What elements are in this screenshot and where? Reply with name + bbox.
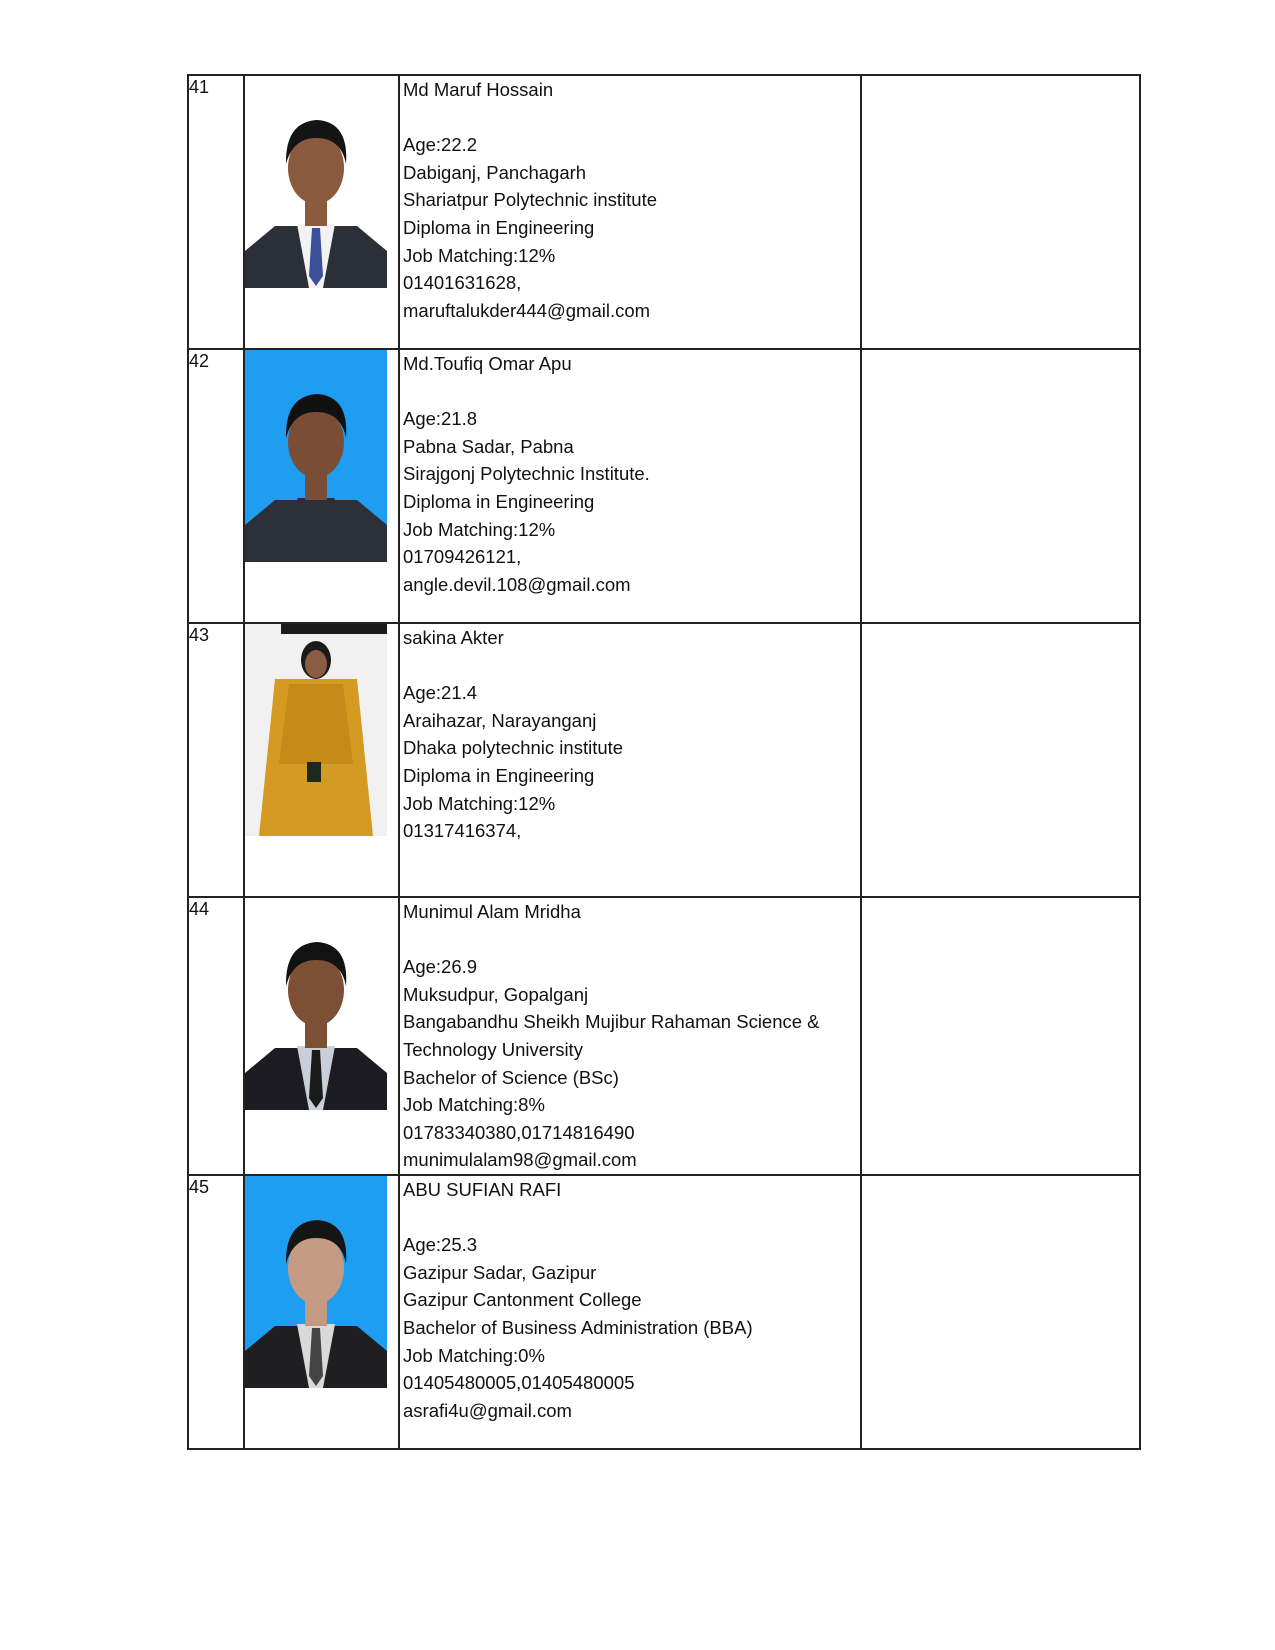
candidate-info [399,1175,861,1449]
info-line: Bangabandhu Sheikh Mujibur Rahaman Science & Technology University [403,1011,820,1060]
info-line: Araihazar, Narayanganj [403,709,597,731]
photo-cell [244,75,399,349]
candidate-photo [245,624,387,836]
candidate-info [399,75,861,349]
info-line [403,1204,860,1232]
info-line: Job Matching:12% [403,792,556,814]
photo-cell [244,1175,399,1449]
candidate-photo [245,898,387,1110]
info-line: 01709426121, [403,546,522,568]
serial-number: 41 [188,75,244,349]
info-line [403,104,860,132]
info-line: Sirajgonj Polytechnic Institute. [403,463,650,485]
info-line: angle.devil.108@gmail.com [403,573,631,595]
info-line: ABU SUFIAN RAFI [403,1178,562,1200]
info-line: maruftalukder444@gmail.com [403,299,651,321]
info-line: Age:21.8 [403,408,478,430]
candidate-photo [245,76,387,288]
info-line: Age:25.3 [403,1234,478,1256]
info-line: Job Matching:0% [403,1344,545,1366]
info-line: 01405480005,01405480005 [403,1372,635,1394]
info-line: 01783340380,01714816490 [403,1121,635,1143]
info-line: Gazipur Sadar, Gazipur [403,1261,597,1283]
info-line: Dhaka polytechnic institute [403,737,624,759]
candidate-table [187,74,1141,1450]
empty-cell [861,75,1140,349]
table-row [188,897,1140,1175]
serial-number: 43 [188,623,244,897]
info-line: Muksudpur, Gopalganj [403,983,589,1005]
candidate-photo [245,1176,387,1388]
info-line: Dabiganj, Panchagarh [403,161,587,183]
info-line [403,926,860,954]
serial-number: 45 [188,1175,244,1449]
info-line: Diploma in Engineering [403,216,595,238]
table-row [188,623,1140,897]
empty-cell [861,623,1140,897]
table-row [188,1175,1140,1449]
info-line [403,652,860,680]
info-line [403,378,860,406]
info-line: Job Matching:8% [403,1094,545,1116]
info-line: Job Matching:12% [403,244,556,266]
table-row [188,75,1140,349]
serial-number: 44 [188,897,244,1175]
info-line: sakina Akter [403,627,504,648]
candidate-photo [245,350,387,562]
candidate-info [399,349,861,623]
info-line: Diploma in Engineering [403,764,595,786]
info-line: Bachelor of Business Administration (BBA) [403,1316,753,1338]
empty-cell [861,897,1140,1175]
empty-cell [861,1175,1140,1449]
info-line: Bachelor of Science (BSc) [403,1066,619,1088]
info-line: Age:22.2 [403,134,478,156]
info-line: Job Matching:12% [403,518,556,540]
info-line: Age:26.9 [403,956,478,978]
candidate-info [399,897,861,1175]
info-line: 01317416374, [403,820,522,842]
info-line: Gazipur Cantonment College [403,1289,642,1311]
info-line: munimulalam98@gmail.com [403,1149,637,1171]
info-line: Md Maruf Hossain [403,79,554,100]
info-line: asrafi4u@gmail.com [403,1399,572,1421]
photo-cell [244,349,399,623]
photo-cell [244,897,399,1175]
empty-cell [861,349,1140,623]
info-line: Munimul Alam Mridha [403,901,581,922]
info-line: 01401631628, [403,272,522,294]
info-line: Diploma in Engineering [403,490,595,512]
table-row [188,349,1140,623]
info-line: Shariatpur Polytechnic institute [403,189,657,211]
info-line: Pabna Sadar, Pabna [403,435,574,457]
serial-number: 42 [188,349,244,623]
photo-cell [244,623,399,897]
info-line: Age:21.4 [403,682,478,704]
info-line: Md.Toufiq Omar Apu [403,353,572,374]
candidate-info [399,623,861,897]
